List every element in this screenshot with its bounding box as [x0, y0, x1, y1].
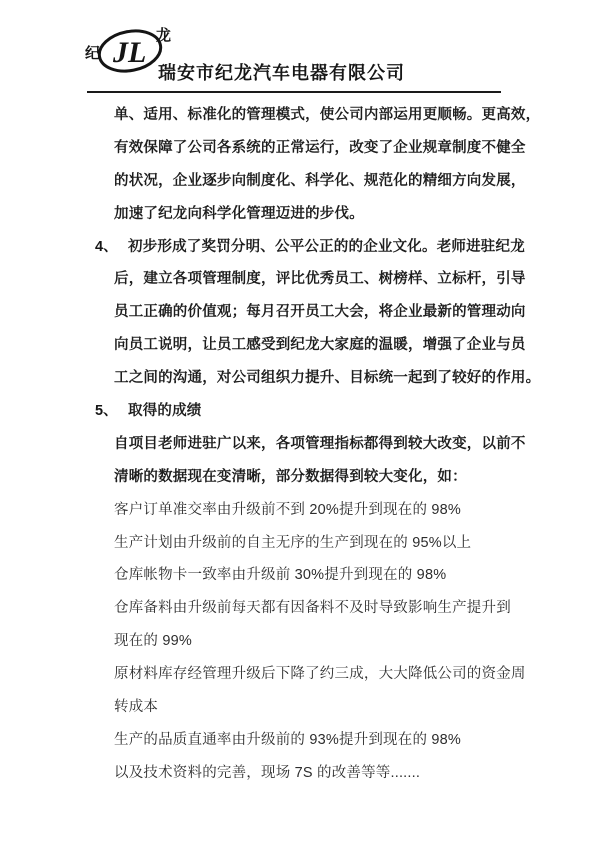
- text-line: [0, 461, 606, 494]
- line-text: 后，建立各项管理制度，评比优秀员工、树榜样、立标杆，引导: [114, 271, 526, 288]
- text-line: [0, 559, 606, 592]
- line-text: 员工正确的价值观；每月召开员工大会，将企业最新的管理动向: [114, 304, 526, 321]
- list-item-number: 5、: [95, 403, 118, 420]
- logo-monogram: JL: [113, 36, 147, 69]
- line-text: 以及技术资料的完善，现场 7S 的改善等等.......: [114, 764, 421, 781]
- company-letterhead: [0, 0, 606, 100]
- text-line: [0, 625, 606, 658]
- line-text: 向员工说明，让员工感受到纪龙大家庭的温暖，增强了企业与员: [114, 337, 526, 354]
- text-line: [0, 132, 606, 165]
- text-line: [0, 658, 606, 691]
- text-line: [0, 231, 606, 264]
- line-text: 自项目老师进驻广以来，各项管理指标都得到较大改变，以前不: [114, 435, 526, 452]
- line-text: 的状况，企业逐步向制度化、科学化、规范化的精细方向发展，: [114, 172, 526, 189]
- list-item-number: 4、: [95, 238, 118, 255]
- line-text: 初步形成了奖罚分明、公平公正的的企业文化。老师进驻纪龙: [128, 238, 525, 255]
- text-line: [0, 592, 606, 625]
- company-name: 瑞安市纪龙汽车电器有限公司: [158, 63, 405, 83]
- line-text: 单、适用、标准化的管理模式，使公司内部运用更顺畅。更高效，: [114, 107, 541, 123]
- line-text: 现在的 99%: [114, 633, 192, 650]
- text-line: [0, 329, 606, 362]
- text-line: [0, 527, 606, 560]
- line-text: 仓库备料由升级前每天都有因备料不及时导致影响生产提升到: [114, 600, 511, 617]
- logo-left-char: 纪: [85, 45, 101, 62]
- line-text: 原材料库存经管理升级后下降了约三成，大大降低公司的资金周: [114, 666, 526, 683]
- line-text: 加速了纪龙向科学化管理迈进的步伐。: [114, 205, 364, 222]
- text-line: [0, 99, 606, 132]
- text-line: [0, 198, 606, 231]
- line-text: 生产计划由升级前的自主无序的生产到现在的 95%以上: [114, 534, 472, 551]
- line-text: 仓库帐物卡一致率由升级前 30%提升到现在的 98%: [114, 567, 447, 584]
- line-text: 工之间的沟通，对公司组织力提升、目标统一起到了较好的作用。: [114, 370, 541, 387]
- logo-right-char: 龙: [156, 27, 172, 44]
- text-line: [0, 691, 606, 724]
- text-line: [0, 428, 606, 461]
- text-line: [0, 165, 606, 198]
- line-text: 取得的成绩: [128, 403, 202, 420]
- header-divider-line: [87, 91, 501, 93]
- text-line: [0, 296, 606, 329]
- text-line: [0, 362, 606, 395]
- document-body: [0, 99, 606, 790]
- line-text: 有效保障了公司各系统的正常运行，改变了企业规章制度不健全: [114, 139, 526, 156]
- line-text: 清晰的数据现在变清晰，部分数据得到较大变化，如：: [114, 468, 467, 485]
- text-line: [0, 724, 606, 757]
- line-text: 客户订单准交率由升级前不到 20%提升到现在的 98%: [114, 501, 461, 518]
- text-line: [0, 494, 606, 527]
- text-line: [0, 263, 606, 296]
- text-line: [0, 395, 606, 428]
- line-text: 生产的品质直通率由升级前的 93%提升到现在的 98%: [114, 731, 461, 748]
- text-line: [0, 757, 606, 790]
- line-text: 转成本: [114, 699, 159, 716]
